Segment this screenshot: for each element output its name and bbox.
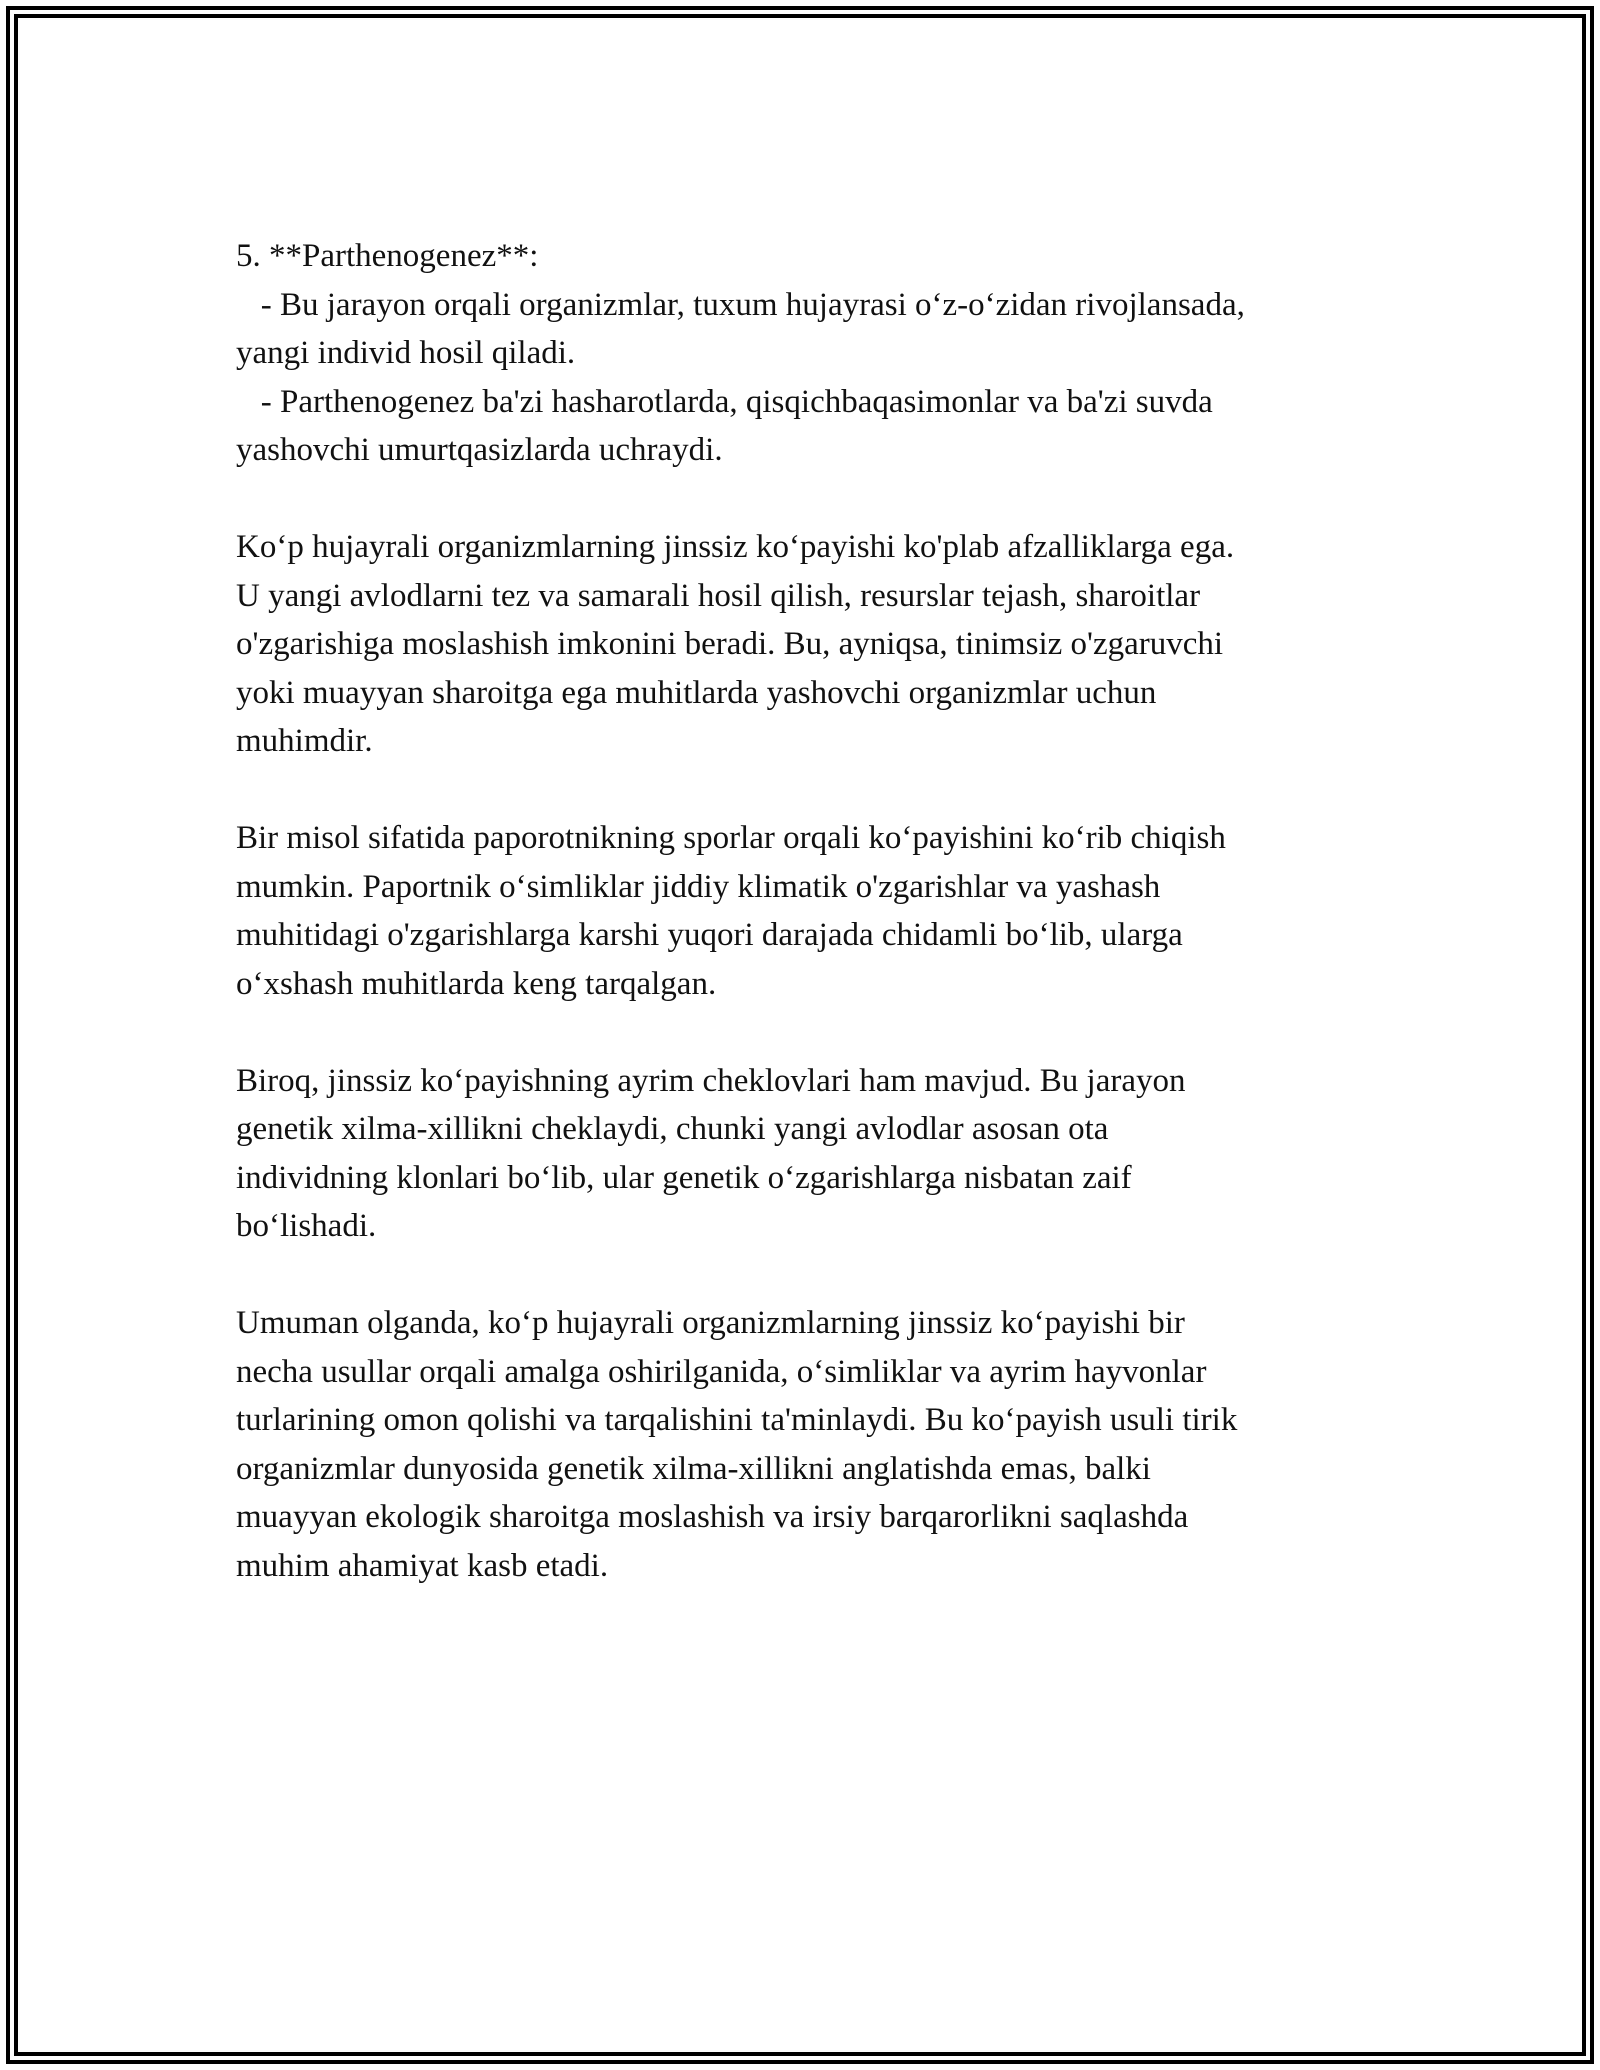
document-body [236,232,1386,1590]
text-line: o‘xshash muhitlarda keng tarqalgan. [236,965,717,1002]
text-line: 5. **Parthenogenez**: [236,238,539,274]
text-line: individning klonlari bo‘lib, ular genetik o‘zgarishlarga nisbatan zaif [236,1159,1132,1196]
text-line: Ko‘p hujayrali organizmlarning jinssiz ko‘payishi ko'plab afzalliklarga ega. [236,529,1235,565]
text-line: Umuman olganda, ko‘p hujayrali organizmlarning jinssiz ko‘payishi bir [236,1305,1185,1341]
text-line: organizmlar dunyosida genetik xilma-xillikni anglatishda emas, balki [236,1450,1151,1487]
text-line: bo‘lishadi. [236,1208,377,1244]
text-line: - Parthenogenez ba'zi hasharotlarda, qisqichbaqasimonlar va ba'zi suvda [236,383,1213,420]
text-line: muayyan ekologik sharoitga moslashish va irsiy barqarorlikni saqlashda [236,1499,1189,1535]
text-line: yashovchi umurtqasizlarda uchraydi. [236,432,723,468]
text-line: muhim ahamiyat kasb etadi. [236,1547,609,1584]
paragraph-parthenogenesis [236,232,1386,475]
text-line: yoki muayyan sharoitga ega muhitlarda yashovchi organizmlar uchun [236,674,1157,711]
text-line: o'zgarishiga moslashish imkonini beradi. Bu, ayniqsa, tinimsiz o'zgaruvchi [236,626,1224,662]
text-line: U yangi avlodlarni tez va samarali hosil qilish, resurslar tejash, sharoitlar [236,577,1201,614]
text-line: yangi individ hosil qiladi. [236,335,576,371]
paragraph-conclusion [236,1299,1386,1590]
paragraph-limitations [236,1057,1386,1251]
text-line: mumkin. Paportnik o‘simliklar jiddiy klimatik o'zgarishlar va yashash [236,868,1161,905]
text-line: genetik xilma-xillikni cheklaydi, chunki yangi avlodlar asosan ota [236,1111,1109,1147]
paragraph-advantages [236,523,1386,766]
text-line: necha usullar orqali amalga oshirilganida, o‘simliklar va ayrim hayvonlar [236,1353,1207,1390]
text-line: - Bu jarayon orqali organizmlar, tuxum hujayrasi o‘z-o‘zidan rivojlansada, [236,286,1245,323]
text-line: muhimdir. [236,723,373,759]
text-line: Bir misol sifatida paporotnikning sporlar orqali ko‘payishini ko‘rib chiqish [236,820,1226,856]
paragraph-fern-example [236,814,1386,1008]
text-line: muhitidagi o'zgarishlarga karshi yuqori darajada chidamli bo‘lib, ularga [236,917,1183,953]
text-line: turlarining omon qolishi va tarqalishini ta'minlaydi. Bu ko‘payish usuli tirik [236,1402,1238,1438]
text-line: Biroq, jinssiz ko‘payishning ayrim cheklovlari ham mavjud. Bu jarayon [236,1062,1186,1099]
